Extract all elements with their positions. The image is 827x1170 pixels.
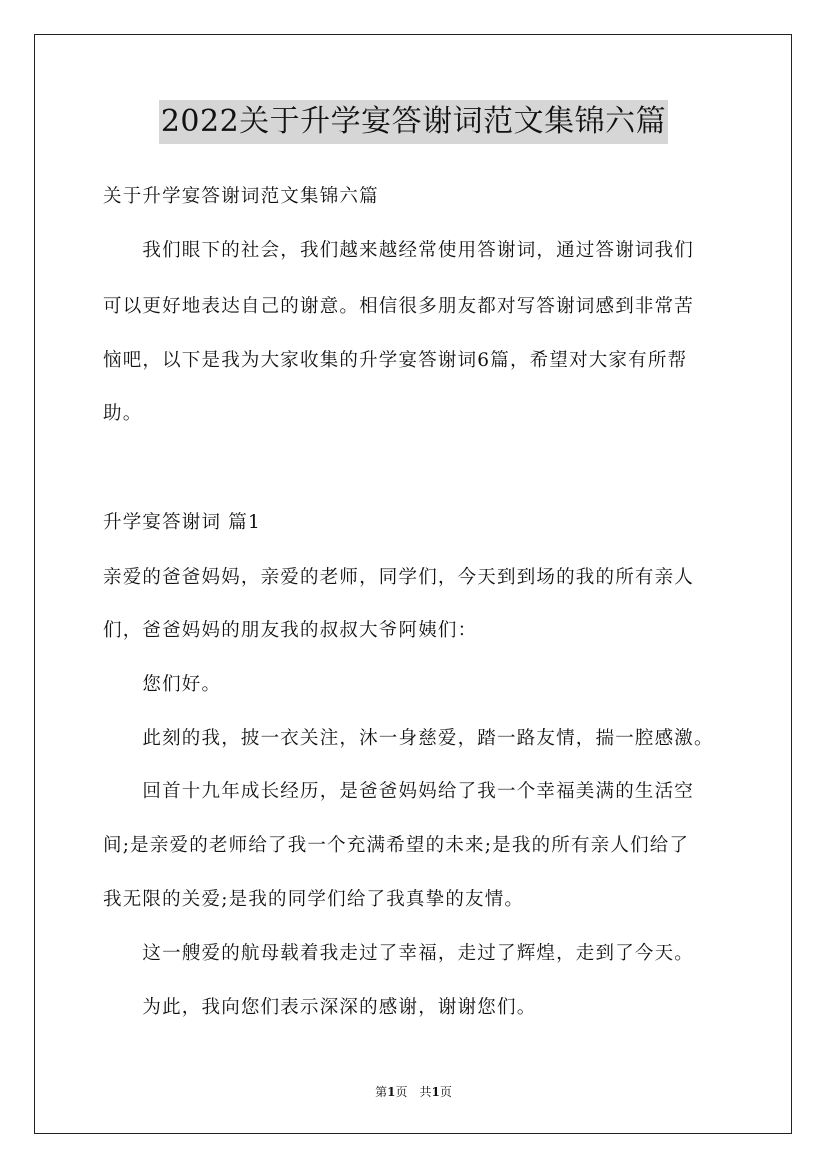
paragraph-line: 我无限的关爱;是我的同学们给了我真挚的友情。 xyxy=(103,889,525,910)
footer-prefix: 第 xyxy=(375,1085,388,1099)
paragraph-line: 们，爸爸妈妈的朋友我的叔叔大爷阿姨们： xyxy=(103,620,478,641)
page-footer xyxy=(0,1083,827,1100)
paragraph-line: 您们好。 xyxy=(103,674,222,695)
section-heading: 升学宴答谢词 篇1 xyxy=(103,512,261,533)
paragraph-line: 这一艘爱的航母载着我走过了幸福，走过了辉煌，走到了今天。 xyxy=(103,943,695,964)
document-title: 2022关于升学宴答谢词范文集锦六篇 xyxy=(159,100,668,144)
footer-total-pages: 1 xyxy=(431,1085,440,1099)
document-subtitle: 关于升学宴答谢词范文集锦六篇 xyxy=(103,186,379,207)
footer-suffix: 页 xyxy=(439,1085,452,1099)
paragraph-line: 此刻的我，披一衣关注，沐一身慈爱，踏一路友情，揣一腔感激。 xyxy=(103,728,714,749)
paragraph-line: 为此，我向您们表示深深的感谢，谢谢您们。 xyxy=(103,997,537,1018)
footer-page-number: 1 xyxy=(387,1085,396,1099)
paragraph-line: 恼吧，以下是我为大家收集的升学宴答谢词6篇，希望对大家有所帮 xyxy=(103,350,688,371)
title-container xyxy=(0,100,827,144)
paragraph-line: 亲爱的爸爸妈妈，亲爱的老师，同学们，今天到到场的我的所有亲人 xyxy=(103,567,695,588)
paragraph-line: 回首十九年成长经历，是爸爸妈妈给了我一个幸福美满的生活空 xyxy=(103,781,695,802)
paragraph-line: 间;是亲爱的老师给了我一个充满希望的未来;是我的所有亲人们给了 xyxy=(103,835,690,856)
paragraph-line: 可以更好地表达自己的谢意。相信很多朋友都对写答谢词感到非常苦 xyxy=(103,296,695,317)
footer-mid: 页 共 xyxy=(395,1085,432,1099)
paragraph-line: 助。 xyxy=(103,403,143,424)
paragraph-line: 我们眼下的社会，我们越来越经常使用答谢词，通过答谢词我们 xyxy=(103,240,695,261)
